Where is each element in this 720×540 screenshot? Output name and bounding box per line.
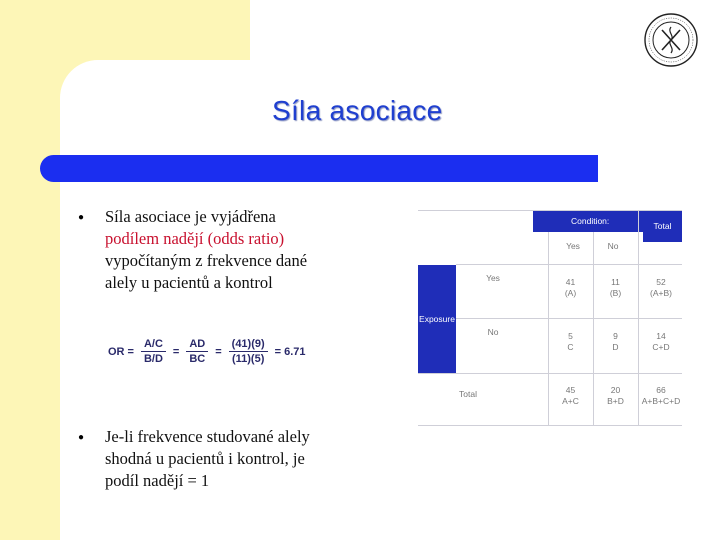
title-underline-bar (40, 155, 598, 182)
bullet-text-1 (105, 206, 307, 294)
cell-c-value: 5 (568, 331, 573, 341)
table-cell-c (553, 324, 588, 360)
cell-ac-label: A+C (562, 396, 579, 406)
table-cell-d (598, 324, 633, 360)
university-seal-logo (643, 12, 699, 68)
table-cell-bd-total (598, 378, 633, 414)
cell-cd-label: C+D (652, 342, 670, 352)
cell-grand-value: 66 (656, 385, 666, 395)
formula-result: 6.71 (284, 345, 306, 358)
table-cell-b (598, 270, 633, 306)
cell-a-label: (A) (564, 288, 577, 298)
formula-equals-1: = (127, 345, 134, 358)
fraction-1-numerator: A/C (141, 338, 166, 352)
table-line-v1 (548, 232, 549, 426)
table-cell-a (553, 270, 588, 306)
table-cell-grand-total (640, 378, 682, 414)
bullet-2-line-2: shodná u pacientů i kontrol, je (105, 449, 305, 468)
bullet-1-line-1: Síla asociace je vyjádřena (105, 207, 276, 226)
fraction-3-denominator: (11)(5) (231, 353, 265, 365)
table-row-total-label: Total (459, 388, 477, 399)
table-line-v3 (638, 210, 639, 426)
table-cell-ab-total (640, 270, 682, 306)
table-col-yes: Yes (566, 240, 580, 251)
bullet-1-line-3: vypočítaným z frekvence dané (105, 251, 308, 270)
table-row-yes-label: Yes (486, 272, 500, 283)
table-line-h2 (456, 318, 682, 319)
cell-d-label: D (612, 342, 619, 352)
bullet-marker-1: ● (78, 212, 85, 223)
table-exposure-label: Exposure (418, 265, 456, 373)
fraction-2-denominator: BC (189, 353, 206, 365)
cell-ab-value: 52 (656, 277, 666, 287)
table-col-no: No (607, 240, 619, 251)
cell-ab-label: (A+B) (650, 288, 672, 298)
table-line-bottom (418, 425, 682, 426)
table-cell-cd-total (640, 324, 682, 360)
cell-d-value: 9 (613, 331, 618, 341)
formula-fraction-2 (186, 338, 208, 365)
fraction-2-numerator: AD (186, 338, 208, 352)
cell-grand-label: A+B+C+D (641, 396, 681, 406)
cell-ac-value: 45 (565, 385, 576, 395)
cell-cd-value: 14 (656, 331, 666, 341)
formula-equals-4: = (274, 345, 282, 358)
bullet-1-line-2-highlight: podílem nadějí (odds ratio) (105, 229, 285, 248)
fraction-1-denominator: B/D (143, 353, 163, 365)
table-cell-ac-total (553, 378, 588, 414)
table-line-h3 (418, 373, 682, 374)
background-yellow-strip (0, 0, 60, 540)
cell-bd-value: 20 (610, 385, 621, 395)
table-header-condition: Condition: (533, 210, 643, 232)
bullet-2-line-3: podíl nadějí = 1 (105, 471, 210, 490)
bullet-2-line-1: Je-li frekvence studované alely (105, 427, 310, 446)
formula-lhs: OR (108, 345, 125, 358)
table-row-no-label: No (487, 326, 499, 337)
table-line-top (418, 210, 682, 211)
cell-b-value: 11 (611, 277, 620, 287)
formula-equals-3: = (215, 345, 222, 358)
slide-title: Síla asociace (272, 95, 443, 126)
formula-equals-2: = (172, 345, 180, 358)
cell-b-label: (B) (609, 288, 622, 298)
bullet-text-2 (105, 426, 310, 492)
cell-bd-label: B+D (607, 396, 624, 406)
table-line-h1 (456, 264, 682, 265)
bullet-marker-2: ● (78, 432, 85, 443)
table-header-total: Total (643, 210, 682, 242)
odds-ratio-formula (108, 338, 306, 365)
bullet-1-line-4: alely u pacientů a kontrol (105, 273, 273, 292)
formula-fraction-1 (141, 338, 166, 365)
cell-a-value: 41 (565, 277, 576, 287)
cell-c-label: C (567, 342, 574, 352)
contingency-table (418, 210, 682, 426)
formula-fraction-3 (229, 338, 268, 365)
fraction-3-numerator: (41)(9) (229, 338, 268, 352)
table-line-v2 (593, 232, 594, 426)
